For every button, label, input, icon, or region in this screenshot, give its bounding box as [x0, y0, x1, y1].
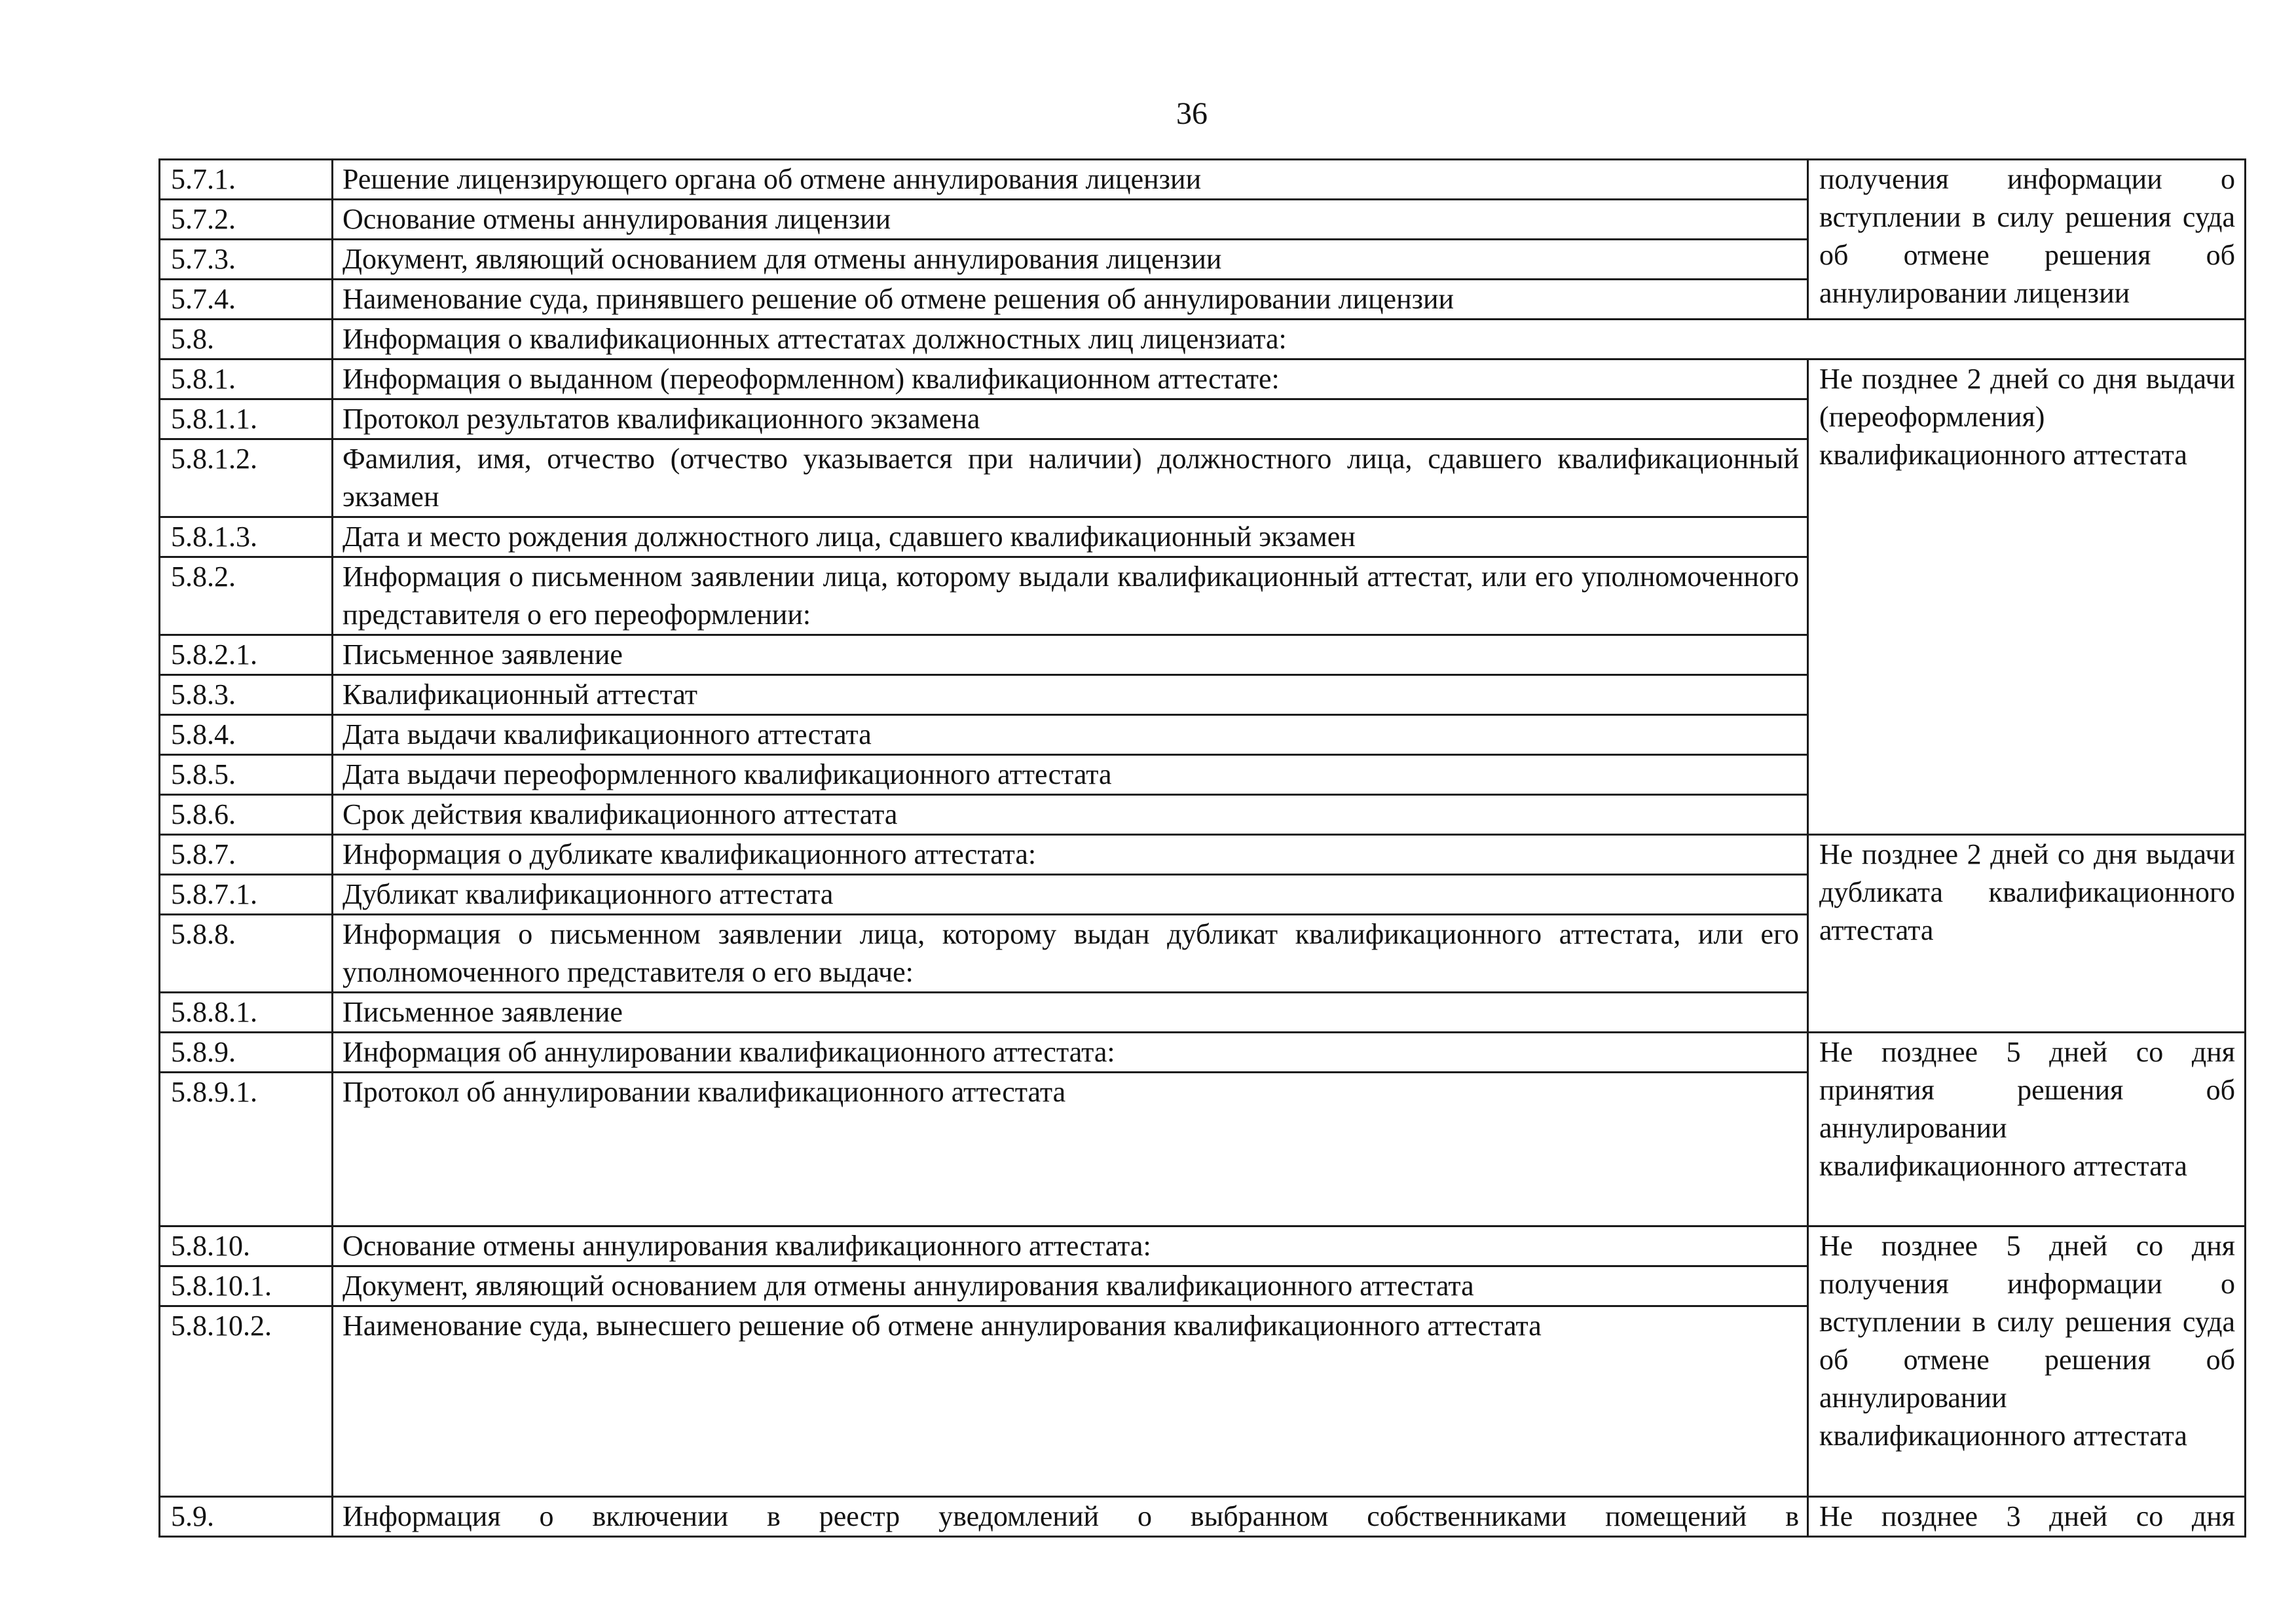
disclosure-table [158, 158, 2246, 1538]
row-text: Информация о выданном (переоформленном) квалификационном аттестате: [333, 359, 1808, 399]
row-text: Документ, являющий основанием для отмены аннулирования квалификационного аттестата [333, 1266, 1808, 1306]
row-text: Протокол результатов квалификационного экзамена [333, 399, 1808, 439]
row-text: Дата выдачи квалификационного аттестата [333, 715, 1808, 755]
row-number: 5.8.7.1. [160, 875, 333, 915]
row-text: Документ, являющий основанием для отмены аннулирования лицензии [333, 240, 1808, 280]
row-text: Письменное заявление [333, 635, 1808, 675]
row-number: 5.8.1.1. [160, 399, 333, 439]
row-number: 5.8.10.1. [160, 1266, 333, 1306]
row-number: 5.8.3. [160, 675, 333, 715]
row-number: 5.8.2. [160, 557, 333, 635]
row-text: Информация о квалификационных аттестатах должностных лиц лицензиата: [333, 320, 2246, 359]
row-text: Информация о письменном заявлении лица, которому выдан дубликат квалификационного аттестата, или его уполномоченного представителя о его выдаче: [333, 915, 1808, 993]
row-text: Информация о дубликате квалификационного аттестата: [333, 835, 1808, 875]
row-number: 5.8.2.1. [160, 635, 333, 675]
row-number: 5.8.10.2. [160, 1306, 333, 1497]
row-number: 5.8.9. [160, 1033, 333, 1073]
table-row [160, 160, 2246, 200]
row-text: Информация о включении в реестр уведомлений о выбранном собственниками помещений в [333, 1497, 1808, 1537]
row-number: 5.8.7. [160, 835, 333, 875]
row-number: 5.8.8.1. [160, 993, 333, 1033]
row-text: Письменное заявление [333, 993, 1808, 1033]
table-row [160, 1497, 2246, 1537]
deadline-cell: Не позднее 5 дней со дня принятия решения об аннулировании квалификационного аттестата [1808, 1033, 2246, 1226]
row-text: Информация о письменном заявлении лица, которому выдали квалификационный аттестат, или его уполномоченного представителя о его переоформлении: [333, 557, 1808, 635]
row-number: 5.8. [160, 320, 333, 359]
row-number: 5.8.5. [160, 755, 333, 795]
row-text: Фамилия, имя, отчество (отчество указывается при наличии) должностного лица, сдавшего квалификационный экзамен [333, 439, 1808, 517]
page-number: 36 [1176, 96, 1208, 131]
table-row [160, 320, 2246, 359]
row-text: Срок действия квалификационного аттестата [333, 795, 1808, 835]
deadline-cell: Не позднее 5 дней со дня получения информации о вступлении в силу решения суда об отмене решения об аннулировании квалификационного аттестата [1808, 1226, 2246, 1497]
row-number: 5.8.1.2. [160, 439, 333, 517]
row-text: Дата выдачи переоформленного квалификационного аттестата [333, 755, 1808, 795]
row-text: Наименование суда, принявшего решение об отмене решения об аннулировании лицензии [333, 280, 1808, 320]
deadline-cell: Не позднее 3 дней со дня [1808, 1497, 2246, 1537]
row-number: 5.8.10. [160, 1226, 333, 1266]
row-number: 5.8.9.1. [160, 1073, 333, 1226]
row-number: 5.8.6. [160, 795, 333, 835]
row-text: Протокол об аннулировании квалификационного аттестата [333, 1073, 1808, 1226]
row-number: 5.7.2. [160, 200, 333, 240]
row-number: 5.8.8. [160, 915, 333, 993]
row-number: 5.7.3. [160, 240, 333, 280]
table-row [160, 1226, 2246, 1266]
row-text: Наименование суда, вынесшего решение об отмене аннулирования квалификационного аттестата [333, 1306, 1808, 1497]
table-row [160, 835, 2246, 875]
row-text: Решение лицензирующего органа об отмене аннулирования лицензии [333, 160, 1808, 200]
row-number: 5.8.1.3. [160, 517, 333, 557]
row-number: 5.7.4. [160, 280, 333, 320]
row-text: Основание отмены аннулирования лицензии [333, 200, 1808, 240]
row-text: Дубликат квалификационного аттестата [333, 875, 1808, 915]
row-number: 5.7.1. [160, 160, 333, 200]
row-text: Квалификационный аттестат [333, 675, 1808, 715]
row-text: Дата и место рождения должностного лица, сдавшего квалификационный экзамен [333, 517, 1808, 557]
deadline-cell: Не позднее 2 дней со дня выдачи дубликата квалификационного аттестата [1808, 835, 2246, 1033]
row-number: 5.8.4. [160, 715, 333, 755]
row-number: 5.9. [160, 1497, 333, 1537]
table-row [160, 1033, 2246, 1073]
row-text: Основание отмены аннулирования квалификационного аттестата: [333, 1226, 1808, 1266]
table-row [160, 359, 2246, 399]
row-text: Информация об аннулировании квалификационного аттестата: [333, 1033, 1808, 1073]
row-number: 5.8.1. [160, 359, 333, 399]
deadline-cell: получения информации о вступлении в силу решения суда об отмене решения об аннулировании лицензии [1808, 160, 2246, 320]
deadline-cell: Не позднее 2 дней со дня выдачи (переоформления) квалификационного аттестата [1808, 359, 2246, 835]
